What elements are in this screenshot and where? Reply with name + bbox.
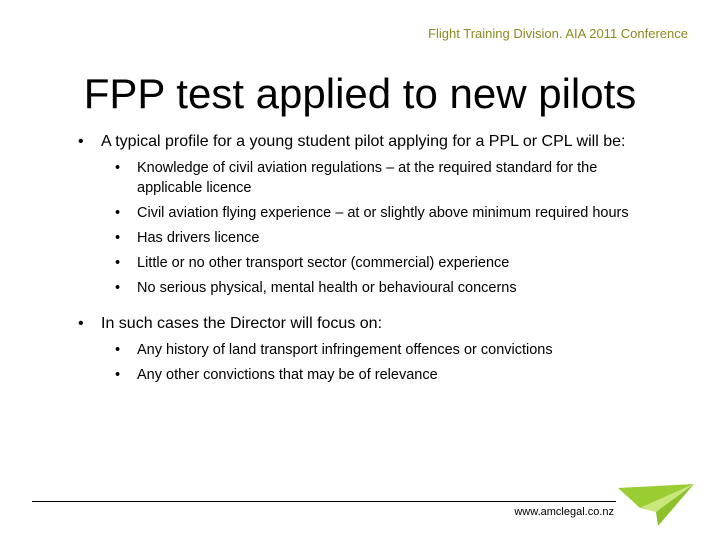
- sub-bullet: [101, 158, 638, 198]
- bullet-dot: •: [78, 315, 84, 332]
- sub-bullet-dot: •: [115, 205, 121, 221]
- section-1-bullet: [78, 132, 638, 298]
- section-2-bullet: [78, 314, 638, 385]
- sub-bullet: [101, 340, 638, 360]
- section-1-text: A typical profile for a young student pilot applying for a PPL or CPL will be:: [101, 133, 626, 150]
- sub-bullet-dot: •: [115, 255, 121, 271]
- footer-website-url: www.amclegal.co.nz: [514, 506, 614, 518]
- sub-bullet: [101, 278, 638, 298]
- section-1-sub-list: [101, 158, 638, 298]
- sub-bullet-dot: •: [115, 342, 121, 358]
- sub-bullet-text: Knowledge of civil aviation regulations – at the required standard for the applicable licence: [137, 160, 598, 196]
- conference-header-note: Flight Training Division. AIA 2011 Conference: [428, 26, 688, 41]
- section-2-sub-list: [101, 340, 638, 385]
- footer-divider: [32, 501, 616, 502]
- slide-title: FPP test applied to new pilots: [83, 70, 637, 117]
- bullet-list: [78, 132, 638, 390]
- bullet-dot: •: [78, 133, 84, 150]
- sub-bullet-text: Civil aviation flying experience – at or slightly above minimum required hours: [137, 205, 629, 221]
- sub-bullet-text: Any other convictions that may be of relevance: [137, 367, 438, 383]
- sub-bullet-dot: •: [115, 230, 121, 246]
- sub-bullet-text: Has drivers licence: [137, 230, 260, 246]
- sub-bullet-dot: •: [115, 160, 121, 176]
- sub-bullet-text: Little or no other transport sector (commercial) experience: [137, 255, 510, 271]
- sub-bullet-text: Any history of land transport infringement offences or convictions: [137, 342, 553, 358]
- paper-plane-logo-icon: [616, 482, 696, 528]
- sub-bullet-dot: •: [115, 280, 121, 296]
- sub-bullet: [101, 203, 638, 223]
- section-2-text: In such cases the Director will focus on:: [101, 315, 383, 332]
- sub-bullet: [101, 228, 638, 248]
- sub-bullet: [101, 365, 638, 385]
- sub-bullet-dot: •: [115, 367, 121, 383]
- sub-bullet-text: No serious physical, mental health or behavioural concerns: [137, 280, 517, 296]
- sub-bullet: [101, 253, 638, 273]
